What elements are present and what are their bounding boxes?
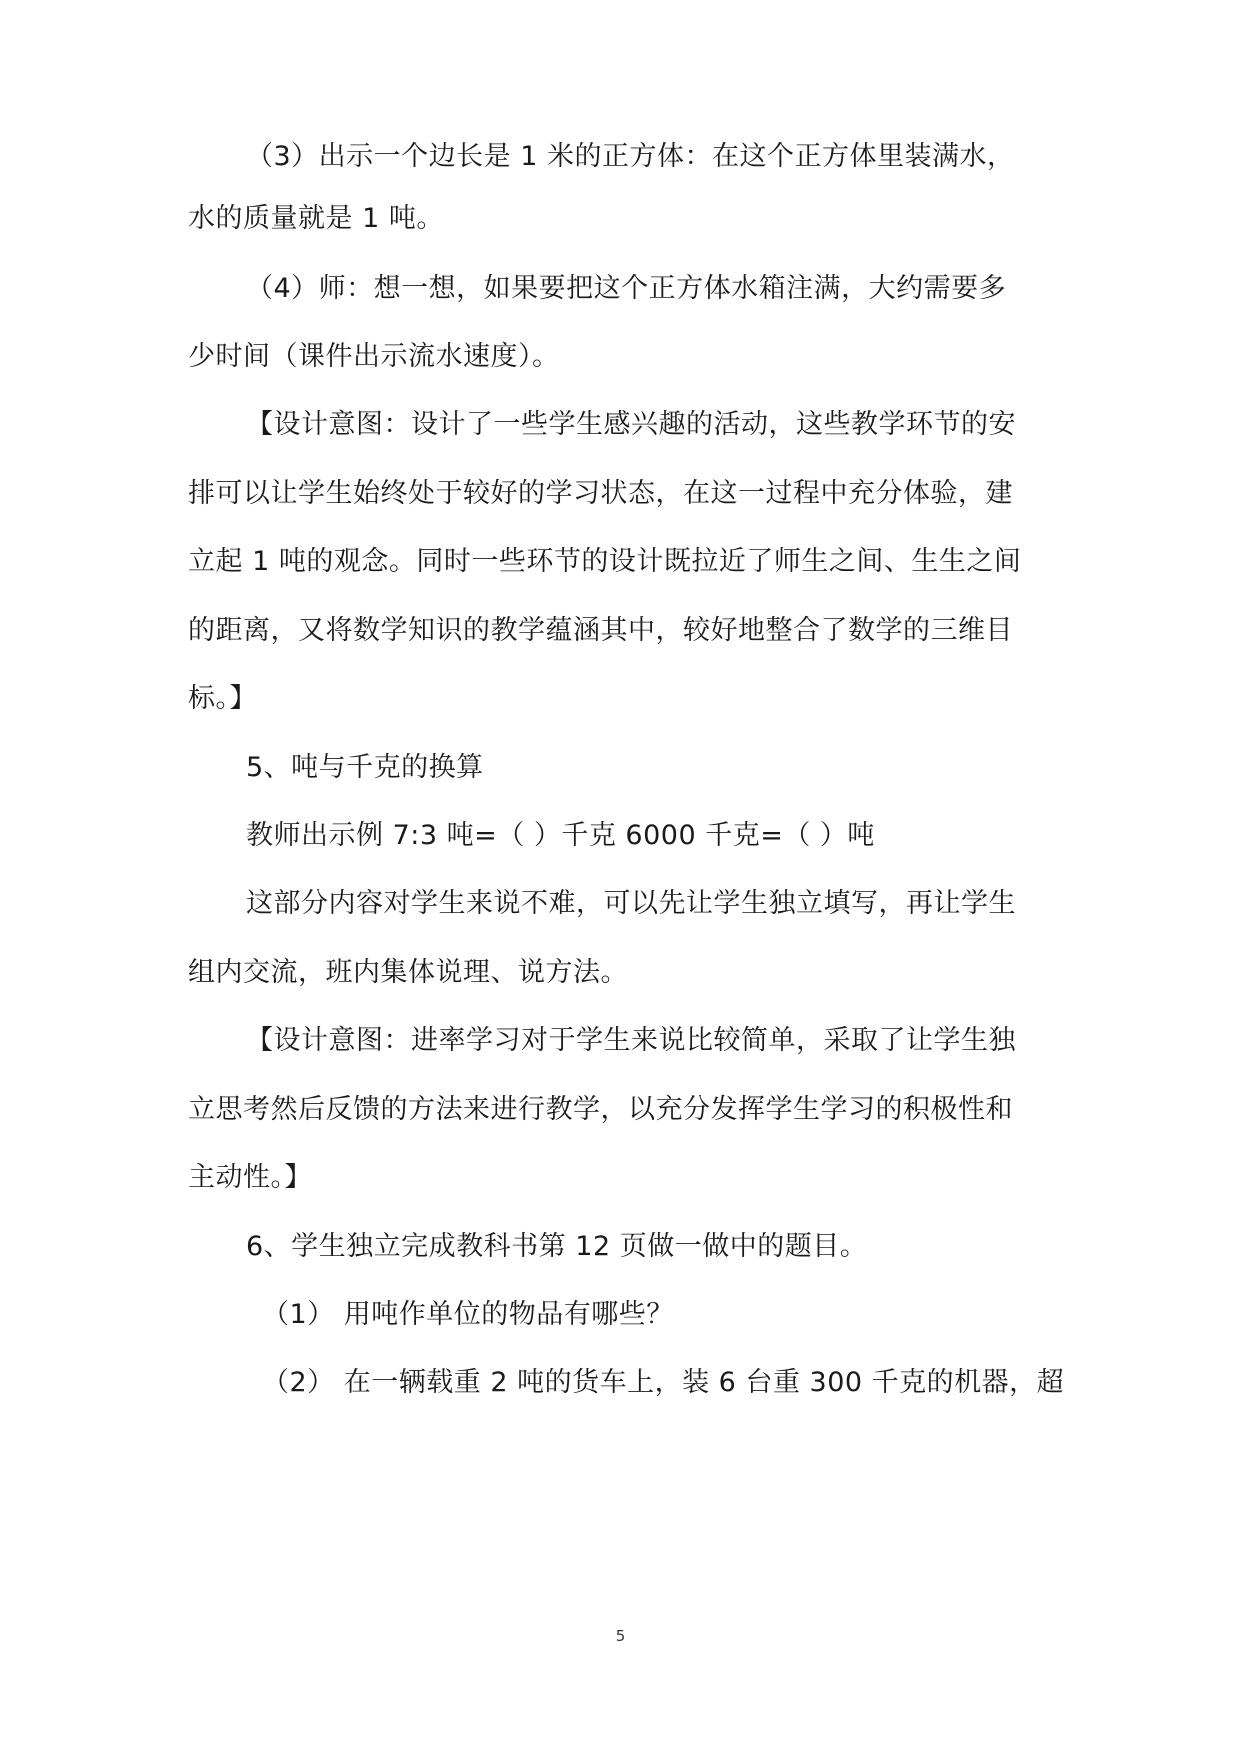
paragraph-line: 少时间（课件出示流水速度）。 <box>188 341 560 372</box>
paragraph-line: （3）出示一个边长是 1 米的正方体：在这个正方体里装满水， <box>246 141 1015 172</box>
paragraph-line: 【设计意图：设计了一些学生感兴趣的活动，这些教学环节的安 <box>246 409 1016 440</box>
paragraph-line: 立起 1 吨的观念。同时一些环节的设计既拉近了师生之间、生生之间 <box>188 546 1022 577</box>
paragraph-line: （4）师：想一想，如果要把这个正方体水箱注满，大约需要多 <box>246 273 1007 304</box>
section-heading: 5、吨与千克的换算 <box>246 752 484 783</box>
paragraph-line: 这部分内容对学生来说不难，可以先让学生独立填写，再让学生 <box>246 888 1016 919</box>
paragraph-line: 的距离，又将数学知识的教学蕴涵其中，较好地整合了数学的三维目 <box>188 615 1013 646</box>
paragraph-line: 排可以让学生始终处于较好的学习状态，在这一过程中充分体验，建 <box>188 478 1013 509</box>
paragraph-line: 水的质量就是 1 吨。 <box>188 203 444 234</box>
list-item: （1） 用吨作单位的物品有哪些？ <box>262 1299 674 1330</box>
paragraph-line: 立思考然后反馈的方法来进行教学，以充分发挥学生学习的积极性和 <box>188 1094 1013 1125</box>
page-number: 5 <box>615 1627 626 1645</box>
paragraph-line: 标。】 <box>188 683 257 714</box>
section-heading: 6、学生独立完成教科书第 12 页做一做中的题目。 <box>246 1231 868 1262</box>
paragraph-line: 组内交流，班内集体说理、说方法。 <box>188 957 628 988</box>
paragraph-line: 【设计意图：进率学习对于学生来说比较简单，采取了让学生独 <box>246 1025 1016 1056</box>
list-item: （2） 在一辆载重 2 吨的货车上，装 6 台重 300 千克的机器，超 <box>262 1367 1065 1398</box>
paragraph-line: 主动性。】 <box>188 1162 312 1193</box>
paragraph-line: 教师出示例 7:3 吨=（ ）千克 6000 千克=（ ）吨 <box>246 820 875 851</box>
